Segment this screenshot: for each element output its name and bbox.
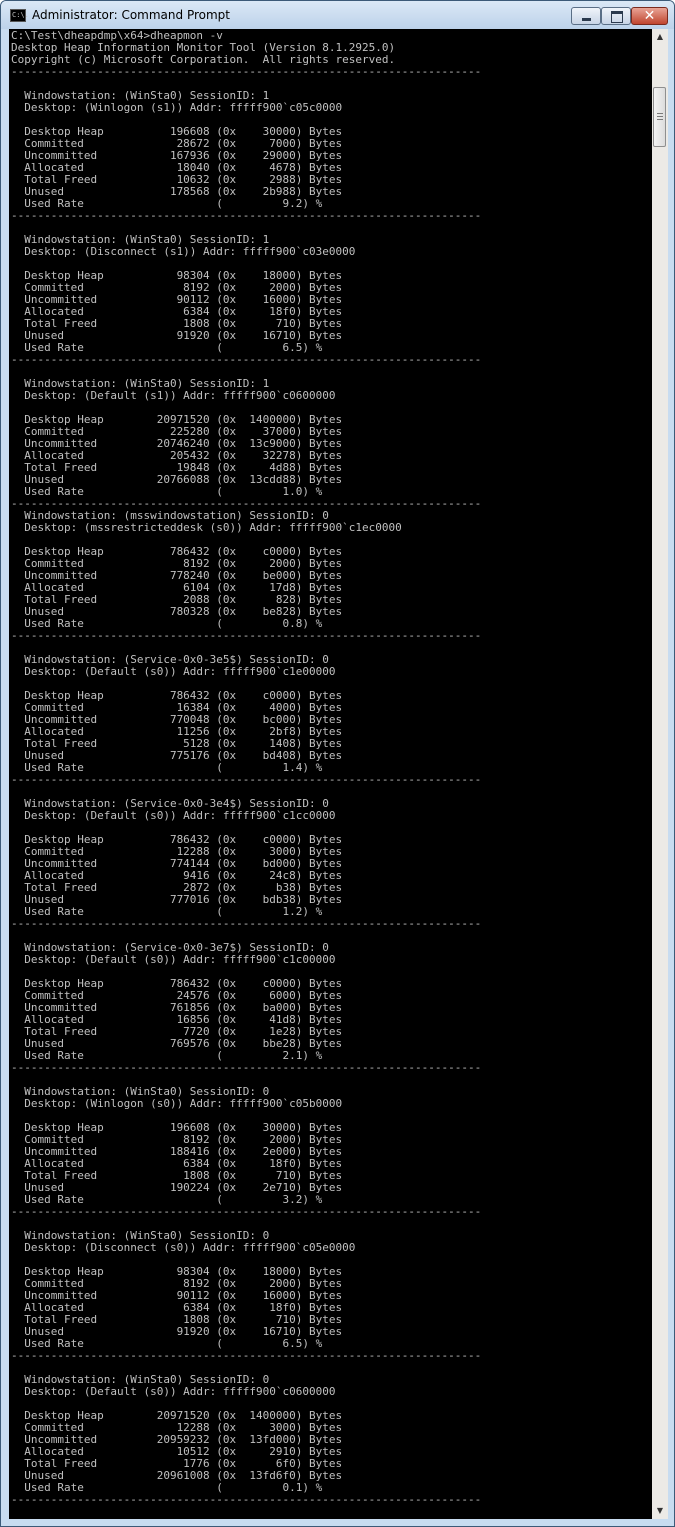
console-line: ----------------------------------------------------------------------- [11, 1349, 482, 1362]
scroll-down-arrow-icon[interactable]: ▼ [656, 1506, 664, 1515]
console-line: Windowstation: (Service-0x0-3e4$) SessionID: 0 [11, 797, 329, 810]
console-line: Desktop Heap 98304 (0x 18000) Bytes [11, 269, 343, 282]
console-line: Used Rate ( 6.5) % [11, 341, 323, 354]
maximize-icon [611, 11, 623, 23]
console-line: Committed 8192 (0x 2000) Bytes [11, 557, 343, 570]
title-bar[interactable] [1, 1, 674, 29]
console-line: Committed 16384 (0x 4000) Bytes [11, 701, 343, 714]
console-line: Windowstation: (WinSta0) SessionID: 0 [11, 1085, 270, 1098]
console-line: Unused 178568 (0x 2b988) Bytes [11, 185, 343, 198]
console-line: Total Freed 1776 (0x 6f0) Bytes [11, 1457, 343, 1470]
console-line: Uncommitted 167936 (0x 29000) Bytes [11, 149, 343, 162]
console-line: Windowstation: (WinSta0) SessionID: 0 [11, 1373, 270, 1386]
console-output[interactable] [9, 29, 652, 1519]
console-line: ----------------------------------------------------------------------- [11, 209, 482, 222]
console-line: Allocated 16856 (0x 41d8) Bytes [11, 1013, 343, 1026]
console-line: Desktop: (Winlogon (s1)) Addr: fffff900`c05c0000 [11, 101, 343, 114]
console-line: Total Freed 10632 (0x 2988) Bytes [11, 173, 343, 186]
console-line: ----------------------------------------------------------------------- [11, 1493, 482, 1506]
console-line: Total Freed 1808 (0x 710) Bytes [11, 1313, 343, 1326]
console-line: Desktop: (Default (s1)) Addr: fffff900`c0600000 [11, 389, 336, 402]
console-line: Desktop Heap 786432 (0x c0000) Bytes [11, 977, 343, 990]
console-line: C:\Test\dheapdmp\x64>dheapmon -v [11, 29, 223, 42]
console-line: Desktop Heap 98304 (0x 18000) Bytes [11, 1265, 343, 1278]
console-line: Total Freed 1808 (0x 710) Bytes [11, 317, 343, 330]
console-line: Unused 775176 (0x bd408) Bytes [11, 749, 343, 762]
console-line: Desktop Heap 786432 (0x c0000) Bytes [11, 833, 343, 846]
app-icon-label: C:\. [12, 11, 29, 19]
console-line: Allocated 18040 (0x 4678) Bytes [11, 161, 343, 174]
grip-line [657, 113, 663, 114]
console-line: ----------------------------------------------------------------------- [11, 1205, 482, 1218]
console-line: Desktop Heap 20971520 (0x 1400000) Bytes [11, 1409, 343, 1422]
maximize-button[interactable] [601, 7, 631, 25]
vertical-scrollbar[interactable] [652, 29, 668, 1519]
console-line: Windowstation: (WinSta0) SessionID: 1 [11, 89, 270, 102]
console-line: Windowstation: (Service-0x0-3e7$) SessionID: 0 [11, 941, 329, 954]
console-line: Committed 12288 (0x 3000) Bytes [11, 845, 343, 858]
console-line: Total Freed 1808 (0x 710) Bytes [11, 1169, 343, 1182]
console-line: Windowstation: (WinSta0) SessionID: 1 [11, 233, 270, 246]
console-line: Used Rate ( 9.2) % [11, 197, 323, 210]
console-line: Windowstation: (msswindowstation) SessionID: 0 [11, 509, 329, 522]
console-line: Windowstation: (WinSta0) SessionID: 0 [11, 1229, 270, 1242]
console-line: ----------------------------------------------------------------------- [11, 1061, 482, 1074]
grip-line [657, 116, 663, 117]
console-line: Uncommitted 20746240 (0x 13c9000) Bytes [11, 437, 343, 450]
console-line: Total Freed 2088 (0x 828) Bytes [11, 593, 343, 606]
console-line: Desktop Heap 20971520 (0x 1400000) Bytes [11, 413, 343, 426]
console-line: Used Rate ( 1.0) % [11, 485, 323, 498]
console-line: Total Freed 2872 (0x b38) Bytes [11, 881, 343, 894]
console-line: Committed 12288 (0x 3000) Bytes [11, 1421, 343, 1434]
console-line: Desktop: (Disconnect (s1)) Addr: fffff900`c03e0000 [11, 245, 356, 258]
console-line: Desktop: (Default (s0)) Addr: fffff900`c1e00000 [11, 665, 336, 678]
console-line: Desktop: (mssrestricteddesk (s0)) Addr: fffff900`c1ec0000 [11, 521, 402, 534]
console-line: ----------------------------------------------------------------------- [11, 65, 482, 78]
console-line: Allocated 9416 (0x 24c8) Bytes [11, 869, 343, 882]
console-line: Desktop: (Default (s0)) Addr: fffff900`c1cc0000 [11, 809, 336, 822]
console-line: Committed 28672 (0x 7000) Bytes [11, 137, 343, 150]
console-line: Allocated 11256 (0x 2bf8) Bytes [11, 725, 343, 738]
minimize-icon [582, 18, 591, 21]
console-line: Desktop Heap 786432 (0x c0000) Bytes [11, 689, 343, 702]
console-line: ----------------------------------------------------------------------- [11, 629, 482, 642]
console-line: Desktop: (Default (s0)) Addr: fffff900`c1c00000 [11, 953, 336, 966]
console-line: Unused 91920 (0x 16710) Bytes [11, 329, 343, 342]
console-line: Used Rate ( 0.1) % [11, 1481, 323, 1494]
grip-line [657, 119, 663, 120]
console-line: Total Freed 7720 (0x 1e28) Bytes [11, 1025, 343, 1038]
console-line: Unused 91920 (0x 16710) Bytes [11, 1325, 343, 1338]
console-line: Unused 780328 (0x be828) Bytes [11, 605, 343, 618]
console-line: Desktop: (Default (s0)) Addr: fffff900`c0600000 [11, 1385, 336, 1398]
console-line: Uncommitted 770048 (0x bc000) Bytes [11, 713, 343, 726]
console-line: Uncommitted 778240 (0x be000) Bytes [11, 569, 343, 582]
console-line: ----------------------------------------------------------------------- [11, 497, 482, 510]
console-line: Used Rate ( 0.8) % [11, 617, 323, 630]
console-line: Windowstation: (Service-0x0-3e5$) SessionID: 0 [11, 653, 329, 666]
console-line: Unused 20766088 (0x 13cdd88) Bytes [11, 473, 343, 486]
window-title: Administrator: Command Prompt [32, 8, 230, 22]
console-line: Windowstation: (WinSta0) SessionID: 1 [11, 377, 270, 390]
command-prompt-icon[interactable] [10, 9, 29, 22]
console-line: Uncommitted 90112 (0x 16000) Bytes [11, 293, 343, 306]
console-line: Used Rate ( 2.1) % [11, 1049, 323, 1062]
console-line: Copyright (c) Microsoft Corporation. All rights reserved. [11, 53, 396, 66]
console-line: Uncommitted 20959232 (0x 13fd000) Bytes [11, 1433, 343, 1446]
console-line: Unused 769576 (0x bbe28) Bytes [11, 1037, 343, 1050]
console-line: Allocated 6384 (0x 18f0) Bytes [11, 1301, 343, 1314]
console-line: Uncommitted 188416 (0x 2e000) Bytes [11, 1145, 343, 1158]
console-line: ----------------------------------------------------------------------- [11, 917, 482, 930]
console-line: Allocated 6104 (0x 17d8) Bytes [11, 581, 343, 594]
console-line: Unused 190224 (0x 2e710) Bytes [11, 1181, 343, 1194]
console-line: Unused 20961008 (0x 13fd6f0) Bytes [11, 1469, 343, 1482]
console-line: Desktop Heap Information Monitor Tool (Version 8.1.2925.0) [11, 41, 396, 54]
console-line: Desktop Heap 786432 (0x c0000) Bytes [11, 545, 343, 558]
console-line: Allocated 6384 (0x 18f0) Bytes [11, 1157, 343, 1170]
console-line: Desktop Heap 196608 (0x 30000) Bytes [11, 125, 343, 138]
console-line: Used Rate ( 1.4) % [11, 761, 323, 774]
console-line: Used Rate ( 3.2) % [11, 1193, 323, 1206]
console-line: Allocated 10512 (0x 2910) Bytes [11, 1445, 343, 1458]
close-icon: ✕ [643, 8, 656, 24]
console-line: Committed 8192 (0x 2000) Bytes [11, 1277, 343, 1290]
console-line: Desktop: (Disconnect (s0)) Addr: fffff900`c05e0000 [11, 1241, 356, 1254]
minimize-button[interactable] [571, 7, 601, 25]
console-line: Allocated 6384 (0x 18f0) Bytes [11, 305, 343, 318]
console-line: Committed 225280 (0x 37000) Bytes [11, 425, 343, 438]
console-line: Uncommitted 761856 (0x ba000) Bytes [11, 1001, 343, 1014]
console-line: Committed 8192 (0x 2000) Bytes [11, 281, 343, 294]
console-line: ----------------------------------------------------------------------- [11, 353, 482, 366]
console-line: Uncommitted 774144 (0x bd000) Bytes [11, 857, 343, 870]
console-line: Total Freed 19848 (0x 4d88) Bytes [11, 461, 343, 474]
console-line: Used Rate ( 6.5) % [11, 1337, 323, 1350]
console-line: Uncommitted 90112 (0x 16000) Bytes [11, 1289, 343, 1302]
console-line: Allocated 205432 (0x 32278) Bytes [11, 449, 343, 462]
console-line: Desktop: (Winlogon (s0)) Addr: fffff900`c05b0000 [11, 1097, 343, 1110]
console-line: Unused 777016 (0x bdb38) Bytes [11, 893, 343, 906]
scrollbar-thumb[interactable] [653, 87, 666, 147]
console-line: Committed 24576 (0x 6000) Bytes [11, 989, 343, 1002]
console-line: Desktop Heap 196608 (0x 30000) Bytes [11, 1121, 343, 1134]
console-line: Used Rate ( 1.2) % [11, 905, 323, 918]
scroll-up-arrow-icon[interactable]: ▲ [656, 32, 664, 41]
console-line: Total Freed 5128 (0x 1408) Bytes [11, 737, 343, 750]
close-button[interactable] [631, 7, 668, 25]
console-line: Committed 8192 (0x 2000) Bytes [11, 1133, 343, 1146]
console-text [9, 29, 652, 1506]
console-line: ----------------------------------------------------------------------- [11, 773, 482, 786]
